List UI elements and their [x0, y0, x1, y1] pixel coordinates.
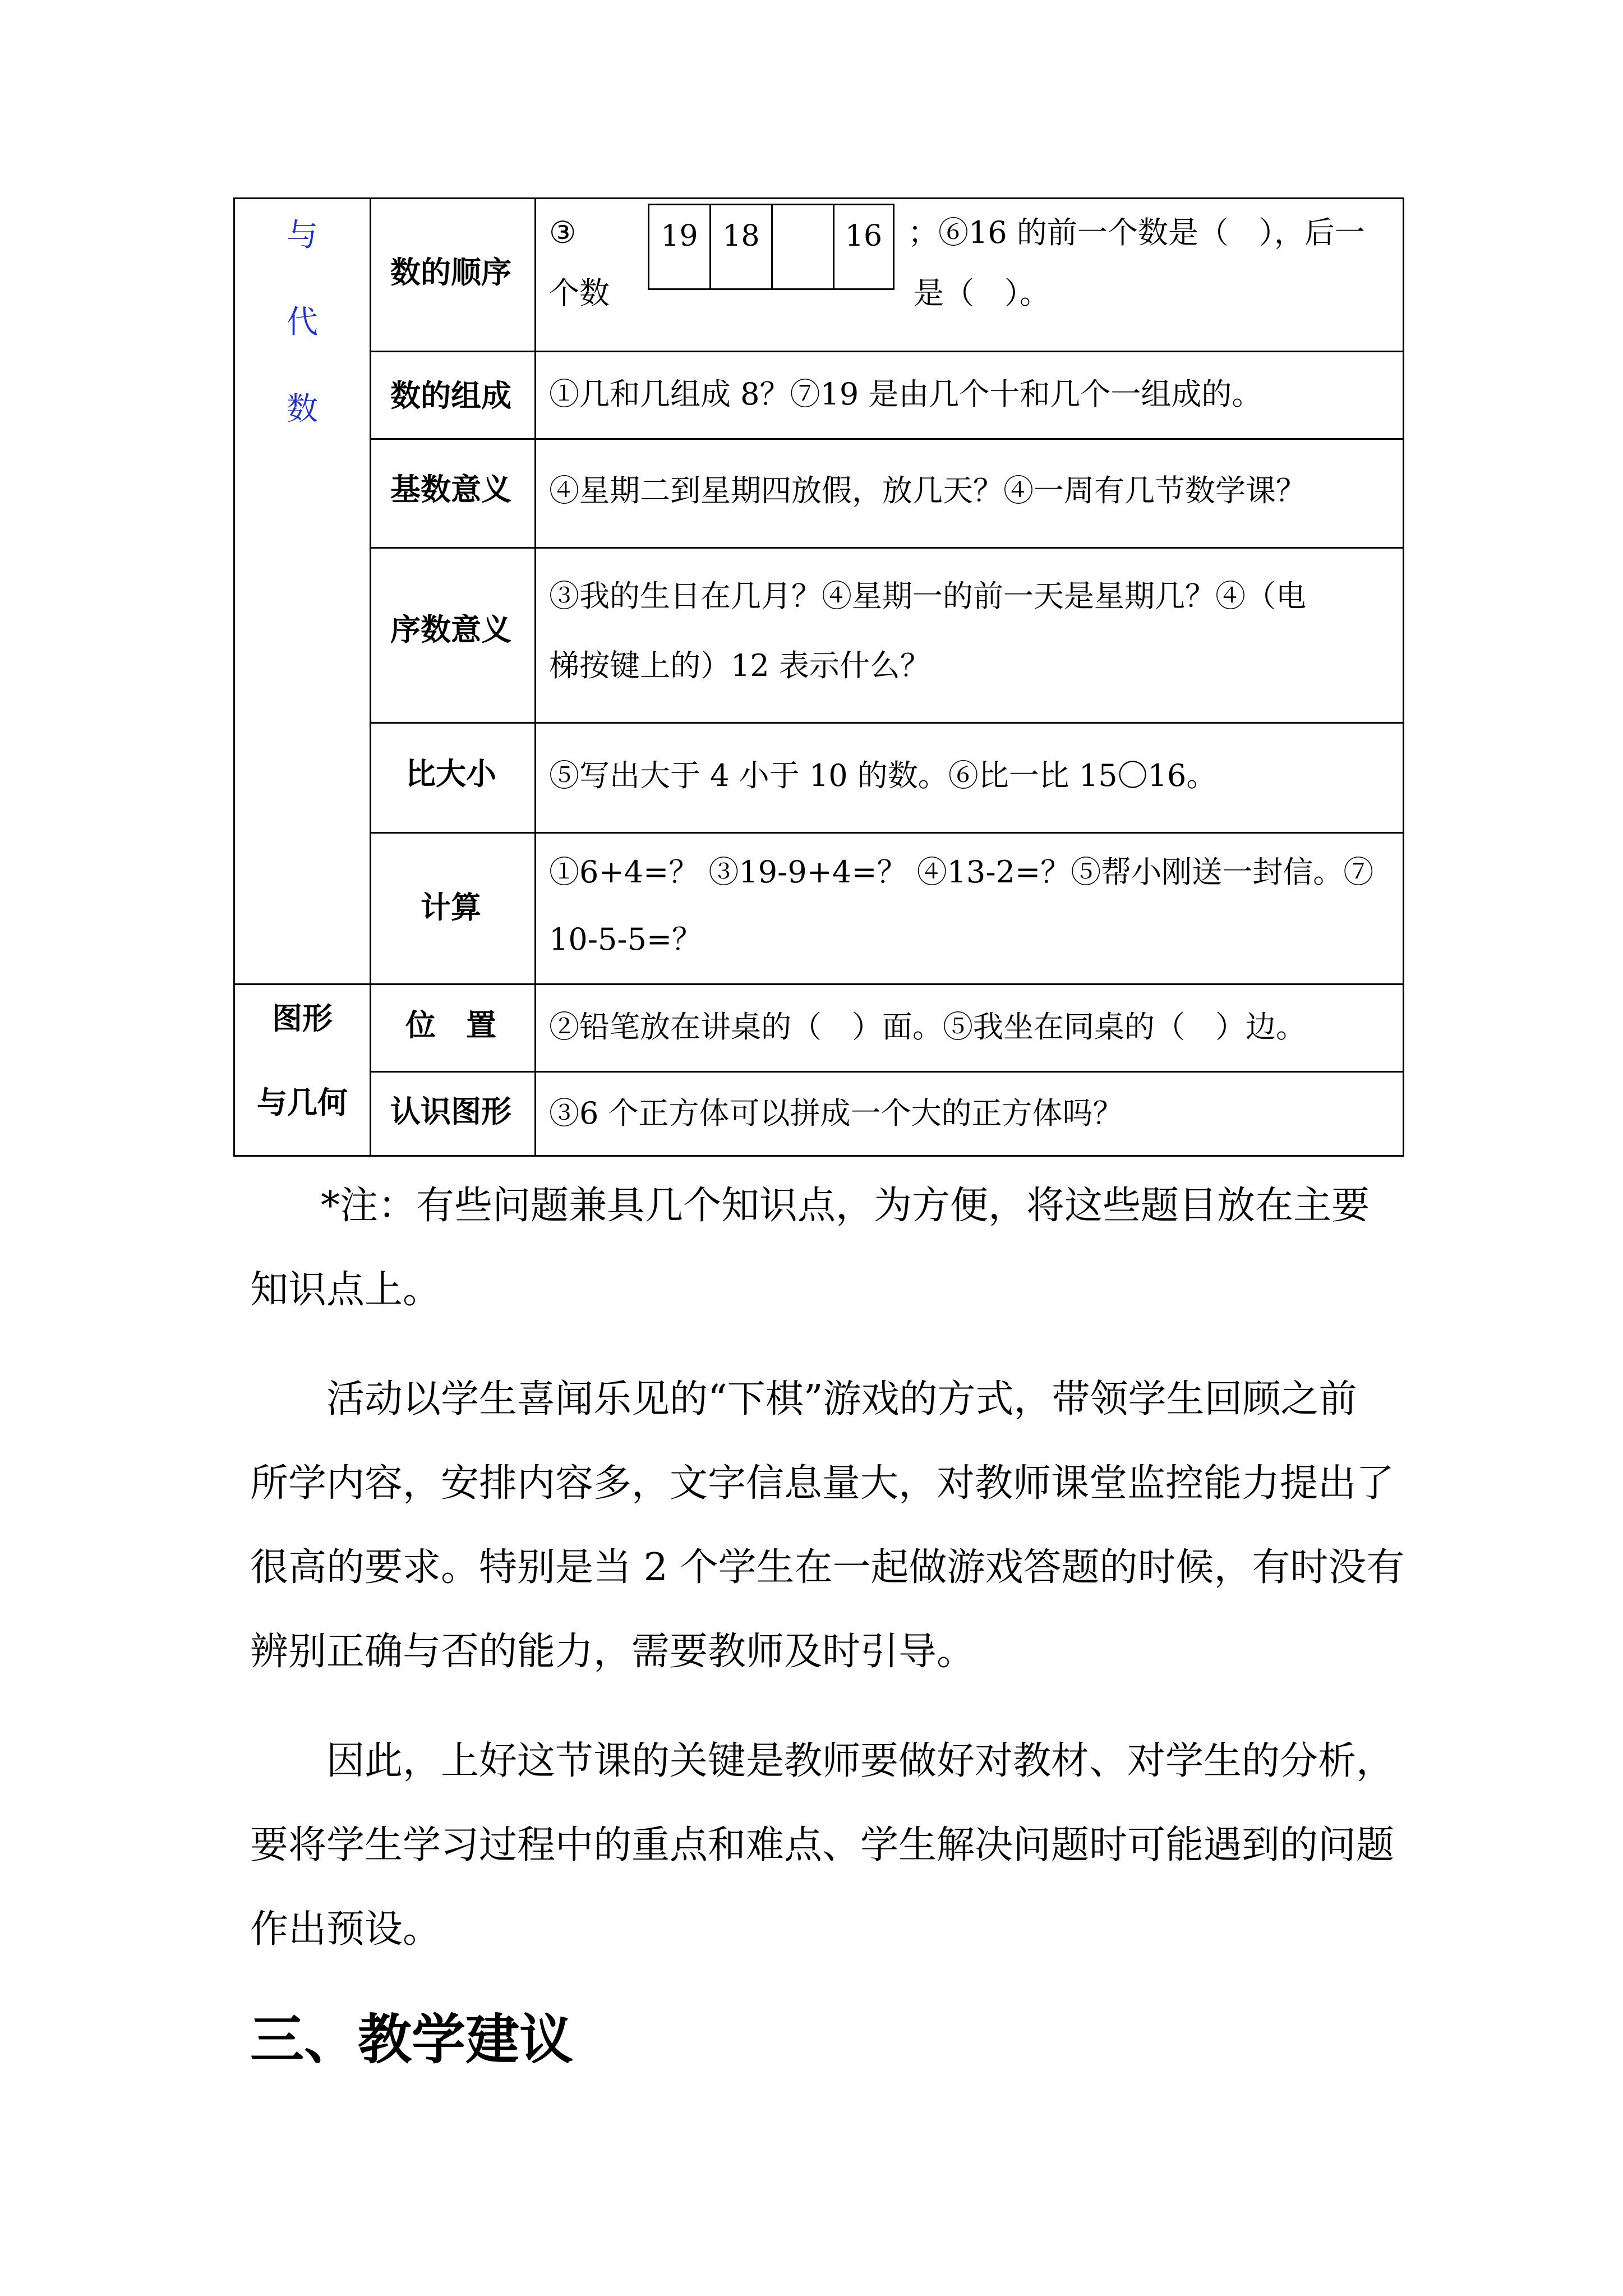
- row-text: ④星期二到星期四放假，放几天？④一周有几节数学课？: [549, 473, 1306, 508]
- paragraph-line: 活动以学生喜闻乐见的“下棋”游戏的方式，带领学生回顾之前: [250, 1377, 1357, 1421]
- row-text: ；⑥16 的前一个数是（ ），后一: [908, 215, 1365, 250]
- row-text: ③6 个正方体可以拼成一个大的正方体吗？: [549, 1096, 1123, 1131]
- row-text: ①6+4=？ ③19-9+4=？ ④13-2=？⑤帮小刚送一封信。⑦: [549, 854, 1374, 890]
- row-text: 10-5-5=？: [549, 922, 703, 957]
- sequence-box: 19: [648, 204, 709, 290]
- category-line: 图形: [272, 1001, 333, 1036]
- category-char: 代: [287, 304, 318, 341]
- category-char: 数: [287, 391, 318, 427]
- paragraph-line: 作出预设。: [250, 1907, 441, 1952]
- section-heading: 三、教学建议: [250, 2008, 573, 2071]
- row-text: 梯按键上的）12 表示什么？: [549, 648, 930, 683]
- row-label: 位 置: [405, 1007, 496, 1043]
- row-text: 是（ ）。: [914, 275, 1050, 311]
- row-text: ①几和几组成 8？⑦19 是由几个十和几个一组成的。: [549, 376, 1262, 412]
- sequence-box: 16: [833, 204, 895, 290]
- category-char: 与: [287, 217, 318, 254]
- row-text: ③我的生日在几月？④星期一的前一天是星期几？④（电: [549, 578, 1306, 614]
- row-prefix: ③: [549, 215, 577, 250]
- row-text: 个数: [549, 275, 610, 311]
- row-label: 数的顺序: [390, 255, 511, 290]
- row-text: ⑤写出大于 4 小于 10 的数。⑥比一比 15〇16。: [549, 758, 1217, 793]
- knowledge-table: [233, 197, 1404, 1157]
- paragraph-line: 很高的要求。特别是当 2 个学生在一起做游戏答题的时候，有时没有: [250, 1545, 1405, 1590]
- category-algebra: [285, 210, 319, 429]
- category-line: 与几何: [257, 1085, 348, 1120]
- row-label: 认识图形: [390, 1094, 511, 1129]
- paragraph-line: 辨别正确与否的能力，需要教师及时引导。: [250, 1630, 975, 1674]
- category-geometry: [235, 995, 370, 1122]
- paragraph-line: 要将学生学习过程中的重点和难点、学生解决问题时可能遇到的问题: [250, 1823, 1395, 1867]
- paragraph-line: 因此，上好这节课的关键是教师要做好对教材、对学生的分析，: [250, 1739, 1395, 1783]
- row-label: 数的组成: [390, 378, 511, 413]
- row-label: 基数意义: [390, 472, 511, 507]
- row-label: 比大小: [405, 756, 496, 792]
- row-label: 序数意义: [390, 612, 511, 647]
- sequence-box: 18: [709, 204, 771, 290]
- table-note: 知识点上。: [250, 1268, 441, 1312]
- row-label: 计算: [421, 890, 481, 925]
- paragraph-line: 所学内容，安排内容多，文字信息量大，对教师课堂监控能力提出了: [250, 1461, 1395, 1506]
- row-text: ②铅笔放在讲桌的（ ）面。⑤我坐在同桌的（ ）边。: [549, 1009, 1306, 1045]
- table-note: *注：有些问题兼具几个知识点，为方便，将这些题目放在主要: [321, 1184, 1370, 1228]
